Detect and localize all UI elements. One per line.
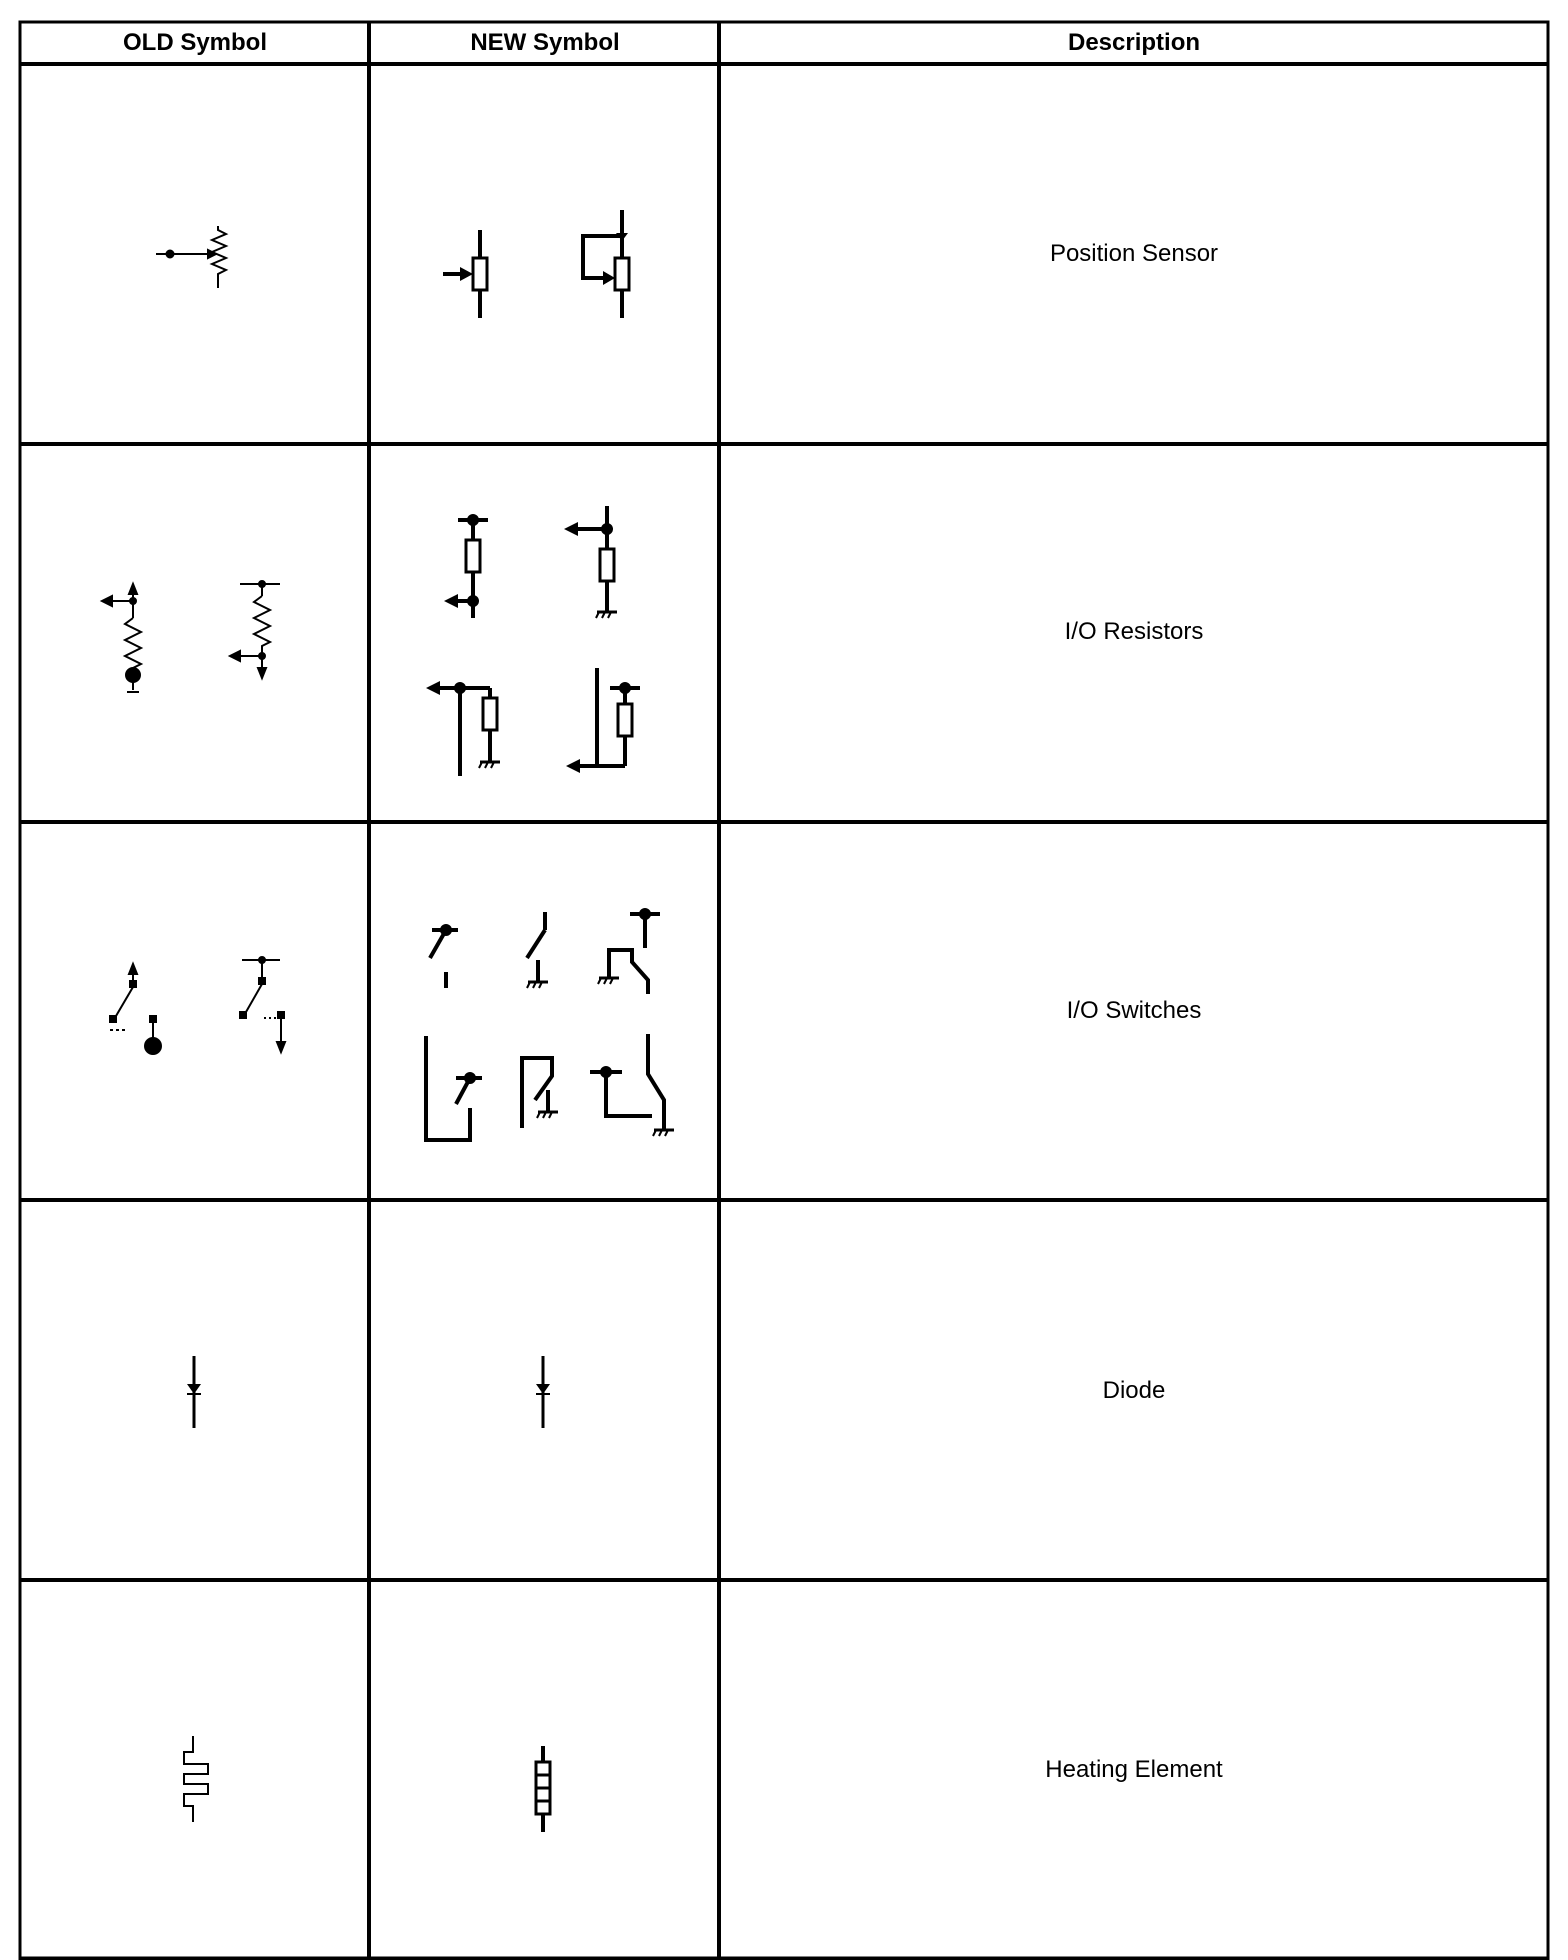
description-diode: Diode	[1102, 1377, 1166, 1404]
description-heating-element: Heating Element	[1045, 1756, 1223, 1783]
io-switch-old-icon	[110, 957, 285, 1054]
potentiometer-old-icon	[156, 226, 226, 288]
description-io-switches: I/O Switches	[1066, 997, 1202, 1024]
io-resistor-old-icon	[102, 581, 280, 692]
table-border	[20, 22, 1548, 1960]
io-switch-new-icon	[426, 910, 674, 1140]
diode-new-icon	[536, 1356, 550, 1428]
description-io-resistors: I/O Resistors	[1064, 618, 1204, 645]
heating-element-old-icon	[184, 1736, 208, 1822]
header-old-symbol: OLD Symbol	[122, 29, 267, 56]
header-description: Description	[1067, 29, 1201, 56]
description-position-sensor: Position Sensor	[1049, 240, 1219, 267]
heating-element-new-icon	[536, 1746, 550, 1832]
diode-old-icon	[187, 1356, 201, 1428]
io-resistor-new-icon	[426, 506, 640, 776]
position-sensor-new-icon	[443, 210, 629, 318]
header-new-symbol: NEW Symbol	[470, 29, 620, 56]
